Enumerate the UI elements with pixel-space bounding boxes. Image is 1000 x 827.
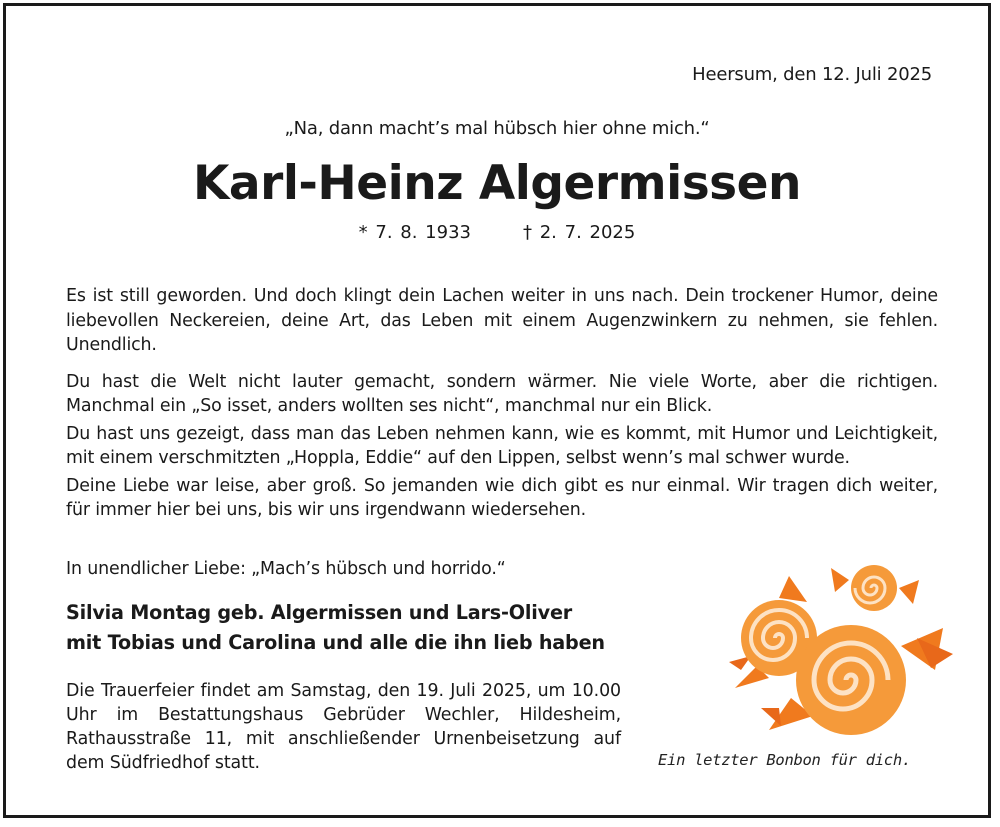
life-dates — [6, 222, 988, 243]
paragraph: Deine Liebe war leise, aber groß. So jemanden wie dich gibt es nur einmal. Wir tragen dich weiter, für immer hier bei uns, bis wir uns irgendwann wiedersehen. — [66, 475, 938, 520]
mourners-line: Silvia Montag geb. Algermissen und Lars-Oliver — [66, 601, 573, 624]
funeral-service-info: Die Trauerfeier findet am Samstag, den 19. Juli 2025, um 10.00 Uhr im Bestattungshaus Gebrüder Wechler, Hildesheim, Rathausstraße 11, mit anschließender Urnenbeisetzung auf dem Südfriedhof statt. — [66, 681, 621, 773]
mourners-line: mit Tobias und Carolina und alle die ihn lieb haben — [66, 631, 605, 654]
candy-icon — [721, 558, 961, 748]
death-date: † 2. 7. 2025 — [523, 222, 636, 243]
paragraph: Du hast uns gezeigt, dass man das Leben nehmen kann, wie es kommt, mit Humor und Leichtigkeit, mit einem verschmitzten „Hoppla, Eddie“ auf den Lippen, selbst wenn’s mal schwer wurde. — [66, 423, 938, 468]
mourners-names — [66, 598, 605, 658]
epigraph-quote: „Na, dann macht’s mal hübsch hier ohne mich.“ — [284, 118, 710, 139]
birth-date: * 7. 8. 1933 — [358, 222, 471, 243]
place-date: Heersum, den 12. Juli 2025 — [692, 64, 932, 85]
obituary-notice — [3, 3, 991, 818]
illustration-caption: Ein letzter Bonbon für dich. — [658, 751, 911, 769]
small-candy — [831, 565, 919, 611]
deceased-name: Karl-Heinz Algermissen — [193, 156, 801, 211]
paragraph: Du hast die Welt nicht lauter gemacht, sondern wärmer. Nie viele Worte, aber die richtigen. Manchmal ein „So isset, anders wollten ses nicht“, manchmal nur ein Blick. — [66, 371, 938, 416]
obituary-text — [66, 284, 938, 535]
mourners-intro: In unendlicher Liebe: „Mach’s hübsch und horrido.“ — [66, 559, 506, 579]
paragraph: Es ist still geworden. Und doch klingt dein Lachen weiter in uns nach. Dein trockener Humor, deine liebevollen Neckereien, deine Art, das Leben mit einem Augenzwinkern zu nehmen, sie fehlen. Unendlich. — [66, 286, 938, 355]
